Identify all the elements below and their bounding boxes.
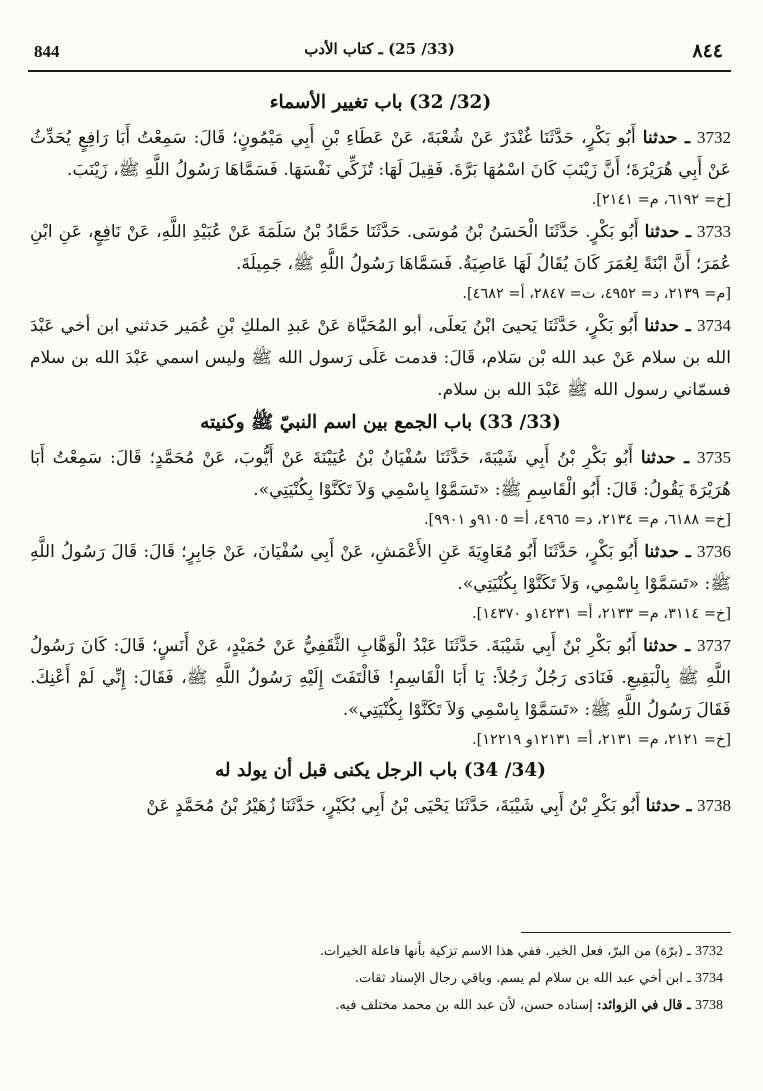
hadith-lead: ـ حدثنا <box>644 222 692 242</box>
hadith-lead: ـ حدثنا <box>644 542 691 562</box>
hadith-3733-reference: [م= ٢١٣٩، د= ٤٩٥٢، ت= ٢٨٤٧، أ= ٤٦٨٢]. <box>462 286 731 302</box>
hadith-number: 3733 <box>697 222 732 241</box>
footnote-number: 3738 <box>695 998 723 1013</box>
footnote-text: إسناده حسن، لأن عبد الله بن محمد مختلف فيه. <box>335 998 593 1013</box>
footnote-3732 <box>30 938 723 965</box>
chapter-heading-34: (34/ 34) باب الرجل يكنى قبل أن يولد له <box>214 760 547 781</box>
hadith-number: 3734 <box>697 316 731 335</box>
hadith-3737-reference: [خ= ٢١٢١، م= ٢١٣١، أ= ١٢١٣١و ١٢٢١٩]. <box>471 732 731 748</box>
hadith-text: أَبُو بَكْرِ بْنُ أَبِي شَيْبَةَ، حَدَّثَنَا سُفْيَانُ بْنُ عُيَيْنَةَ عَنْ أَيُّوبَ، عَنْ مُحَمَّدٍ؛ قَالَ: سَمِعْتُ أَبَا هُرَيْرَةَ يَقُولُ: قَالَ: أَبُو الْقَاسِمِ ﷺ: «تَسَمَّوْا بِاسْمِي وَلاَ تَكَنَّوْا بِكُنْيَتِي». <box>30 448 731 500</box>
hadith-3732-reference: [خ= ٦١٩٢، م= ٢١٤١]. <box>591 192 731 208</box>
footnote-number: 3734 <box>695 971 723 986</box>
hadith-number: 3732 <box>697 128 732 147</box>
footnote-text: ـ (برّة) من البرّ، فعل الخير. ففي هذا الاسم تزكية بأنها فاعلة الخيرات. <box>319 944 691 959</box>
hadith-number: 3738 <box>697 796 731 815</box>
hadith-lead: ـ حدثنا <box>643 636 691 656</box>
page-header <box>28 32 731 72</box>
footnote-label: ـ قال في الزوائد: <box>596 998 691 1013</box>
hadith-number: 3737 <box>697 636 732 655</box>
main-text <box>30 88 731 822</box>
hadith-text: أَبُو بَكْرٍ. حَدَّثَنَا الْحَسَنُ بْنُ مُوسَى. حَدَّثَنَا حَمَّادُ بْنُ سَلَمَةَ عَنْ عُبَيْدِ اللَّهِ، عَنْ نَافِعٍ، عَنِ ابْنِ عُمَرَ؛ أَنَّ ابْنَةً لِعُمَرَ كَانَ يُقَالُ لَهَا عَاصِيَةُ. فَسَمَّاهَا رَسُولُ اللَّهِ ﷺ، جَمِيلَةَ. <box>30 222 731 274</box>
hadith-3736 <box>30 536 731 600</box>
chapter-heading-32: (32/ 32) باب تغيير الأسماء <box>269 92 492 113</box>
footnote-3738 <box>30 992 723 1019</box>
footnotes <box>30 938 723 1019</box>
page-number-arabic: ٨٤٤ <box>692 40 723 62</box>
footnote-number: 3732 <box>695 944 723 959</box>
footnote-3734 <box>30 965 723 992</box>
hadith-3733 <box>30 216 731 280</box>
page-number-latin: 844 <box>34 42 60 61</box>
footnote-divider <box>521 932 731 933</box>
hadith-lead: ـ حدثنا <box>644 316 691 336</box>
hadith-3735 <box>30 442 731 506</box>
hadith-text: أَبُو بَكْرٍ، حَدَّثَنَا أَبُو مُعَاوِيَةَ عَنِ الأَعْمَشِ، عَنْ أَبِي سُفْيَانَ، عَنْ جَابِرٍ؛ قَالَ: قَالَ رَسُولُ اللَّهِ ﷺ: «تَسَمَّوْا بِاسْمِي، وَلاَ تَكَنَّوْا بِكُنْيَتِي». <box>30 542 731 594</box>
hadith-3736-reference: [خ= ٣١١٤، م= ٢١٣٣، أ= ١٤٢٣١و ١٤٣٧٠]. <box>471 606 731 622</box>
hadith-text: أَبُو بَكْرِ بْنُ أَبِي شَيْبَةَ، حَدَّثَنَا يَحْيَى بْنُ أَبِي بُكَيْرٍ، حَدَّثَنَا زُهَيْرُ بْنُ مُحَمَّدٍ عَنْ <box>146 796 641 816</box>
hadith-3734 <box>30 310 731 406</box>
hadith-text: أَبُو بَكْرٍ، حَدَّثَنَا يَحيىَ ابْنُ يَعلَى، أبو المُحَيَّاة عَنْ عَبدِ الملكِ بْنِ عُمَير حَدثني ابن أخي عَبْدَ الله بن سلام عَنْ عبد الله بْن سَلام، قَالَ: قدمت عَلَى رَسول الله ﷺ وليس اسمي عَبْدَ الله بن سلام فسمّاني رسول الله ﷺ عَبْدَ الله بن سلام. <box>30 316 731 400</box>
hadith-lead: ـ حدثنا <box>645 796 692 816</box>
hadith-3737 <box>30 630 731 726</box>
chapter-heading-33: (33/ 33) باب الجمع بين اسم النبيّ ﷺ وكنيته <box>200 412 561 433</box>
hadith-3732 <box>30 122 731 186</box>
hadith-number: 3736 <box>697 542 731 561</box>
hadith-lead: ـ حدثنا <box>640 448 690 468</box>
running-title: (33/ 25) ـ كتاب الأدب <box>304 40 455 58</box>
hadith-3738 <box>30 790 731 822</box>
hadith-number: 3735 <box>697 448 732 467</box>
hadith-lead: ـ حدثنا <box>642 128 691 148</box>
hadith-3735-reference: [خ= ٦١٨٨، م= ٢١٣٤، د= ٤٩٦٥، أ= ٩١٠٥و ٩٩٠١]. <box>423 512 731 528</box>
footnote-text: ـ ابن أخي عبد الله بن سلام لم يسم. وباقي رجال الإسناد ثقات. <box>354 971 691 986</box>
hadith-text: أَبُو بَكْرِ بْنُ أَبِي شَيْبَةَ. حَدَّثَنَا عَبْدُ الْوَهَّابِ الثَّقَفِيُّ عَنْ حُمَيْدٍ، عَنْ أَنَسٍ؛ قَالَ: كَانَ رَسُولُ اللَّهِ ﷺ بِالْبَقِيعِ. فَنَادَى رَجُلٌ رَجُلاً: يَا أَبَا الْقَاسِمِ! فَالْتَفَتَ إِلَيْهِ رَسُولُ اللَّهِ ﷺ، فَقَالَ: إِنِّي لَمْ أَعْنِكَ. فَقَالَ رَسُولُ اللَّهِ ﷺ: «تَسَمَّوْا بِاسْمِي وَلاَ تَكَنَّوْا بِكُنْيَتِي». <box>30 636 731 720</box>
hadith-text: أَبُو بَكْرٍ، حَدَّثَنَا غُنْدَرٌ عَنْ شُعْبَةَ، عَنْ عَطَاءِ بْنِ أَبِي مَيْمُونٍ؛ قَالَ: سَمِعْتُ أَبَا رَافِعٍ يُحَدِّثُ عَنْ أَبِي هُرَيْرَةَ؛ أَنَّ زَيْنَبَ كَانَ اسْمُهَا بَرَّةَ. فَقِيلَ لَهَا: تُزَكِّي نَفْسَهَا. فَسَمَّاهَا رَسُولُ اللَّهِ ﷺ، زَيْنَبَ. <box>30 128 731 180</box>
